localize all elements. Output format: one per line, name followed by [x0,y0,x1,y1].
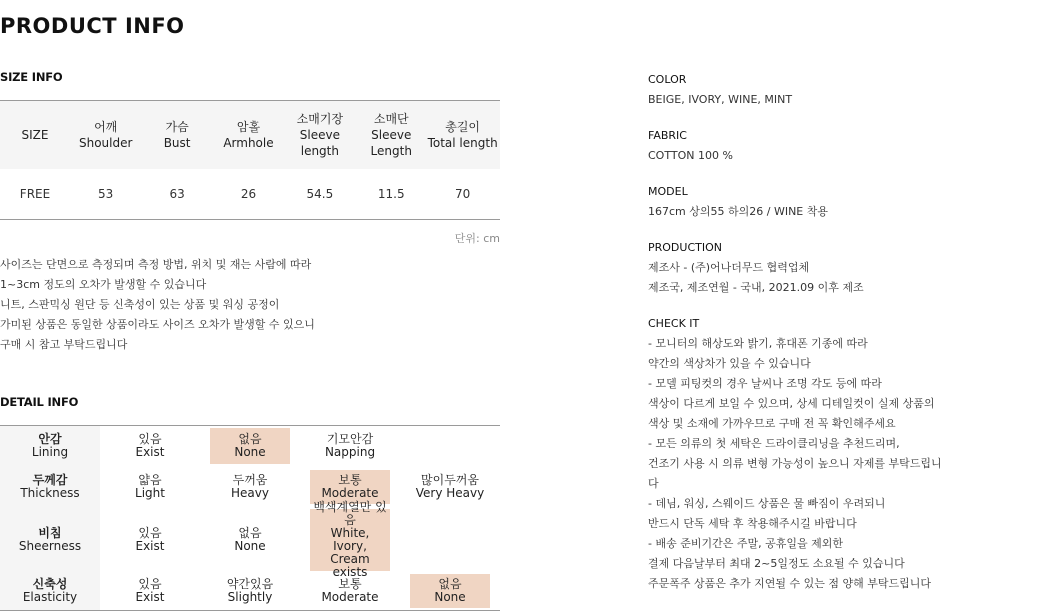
size-info-title: SIZE INFO [0,70,63,84]
fabric-heading: FABRIC [648,129,687,142]
header-ko: 총길이 [445,120,481,134]
option-slightly [200,572,300,610]
option-none [200,508,300,572]
total-length-header-cell [427,101,498,169]
check-it-line: 다 [648,477,659,490]
header-en: Armhole [223,136,274,150]
bust-value: 63 [169,187,185,201]
sheerness-row [0,500,500,579]
option-en: Moderate [321,590,379,604]
option-ko: 없음 [238,432,262,446]
option-en: Very Heavy [415,486,485,500]
row-label [0,466,100,508]
size-note-line: 니트, 스판믹싱 원단 등 신축성이 있는 상품 및 워싱 공정이 [0,298,280,311]
option-ko: 있음 [138,432,162,446]
row-label-en: Elasticity [22,590,78,604]
option-ko: 두꺼움 [232,473,268,487]
model-block [648,182,1008,222]
production-block [648,238,1008,298]
cuff-header-cell [356,101,427,169]
option-en: Slightly [227,590,273,604]
color-heading: COLOR [648,73,687,86]
size-notes [0,255,520,355]
option-ko: 없음 [238,526,262,540]
cuff-value: 11.5 [377,187,405,201]
option-ko: 있음 [138,526,162,540]
row-label [0,572,100,610]
size-header-cell [0,101,70,169]
armhole-value: 26 [240,187,257,201]
check-it-line: - 모든 의류의 첫 세탁은 드라이클리닝을 추천드리며, [648,437,900,450]
header-ko: 어깨 [94,120,118,134]
option-ko: 기모안감 [326,432,374,446]
check-it-line: 약간의 색상차가 있을 수 있습니다 [648,357,811,370]
row-label [0,508,100,572]
option-none-selected [400,572,500,610]
production-line: 제조국, 제조연월 - 국내, 2021.09 이후 제조 [648,281,864,294]
option-en: Light [135,486,165,500]
header-ko: 가슴 [165,120,189,134]
total-length-value: 70 [455,187,471,201]
check-it-heading: CHECK IT [648,317,700,330]
size-table-row [0,169,500,219]
header-en: Total length [427,136,498,150]
option-ko: 있음 [138,577,162,591]
option-moderate [300,572,400,610]
header-en: Sleeve length [299,128,340,158]
detail-table [0,425,500,611]
header-en: Shoulder [78,136,133,150]
option-en: White, Ivory, Cream exists [330,526,370,579]
detail-info-title: DETAIL INFO [0,395,79,409]
option-en: Heavy [231,486,269,500]
option-empty [400,426,500,466]
check-it-line: 결제 다음날부터 최대 2~5일정도 소요될 수 있습니다 [648,557,905,570]
option-napping [300,426,400,466]
size-value: FREE [19,187,51,201]
option-en: Napping [324,445,376,459]
row-label-en: Sheerness [18,539,82,553]
option-ko: 약간있음 [226,577,274,591]
option-ko: 백색계열만 있음 [313,500,387,527]
option-ko: 보통 [338,473,362,487]
color-value: BEIGE, IVORY, WINE, MINT [648,93,793,106]
option-ko: 없음 [438,577,462,591]
page-title: PRODUCT INFO [0,14,185,38]
fabric-block [648,126,1008,166]
option-ko: 많이두꺼움 [421,473,479,487]
option-exist [100,508,200,572]
option-en: Exist [135,445,165,459]
option-en: Exist [135,539,165,553]
option-ko: 보통 [338,577,362,591]
check-it-line: 색상이 다르게 보일 수 있으며, 상세 디테일컷이 실제 상품의 [648,397,935,410]
header-en: Bust [163,136,191,150]
option-empty [400,508,500,572]
option-white-only-selected [300,500,400,579]
model-value: 167cm 상의55 하의26 / WINE 착용 [648,205,828,218]
thickness-row [0,466,500,508]
size-note-line: 1~3cm 정도의 오차가 발생할 수 있습니다 [0,278,207,291]
sleeve-length-value: 54.5 [306,187,334,201]
check-it-block [648,314,1008,594]
elasticity-row [0,572,500,610]
option-exist [100,572,200,610]
size-note-line: 구매 시 참고 부탁드립니다 [0,338,128,351]
production-heading: PRODUCTION [648,241,722,254]
bust-header-cell [141,101,212,169]
check-it-line: 건조기 사용 시 의류 변형 가능성이 높으니 자제를 부탁드립니 [648,457,942,470]
check-it-line: - 데님, 워싱, 스웨이드 상품은 물 빠짐이 우려되니 [648,497,886,510]
option-none-selected [200,426,300,466]
row-label-ko: 두께감 [32,473,68,487]
check-it-line: - 모니터의 해상도와 밝기, 휴대폰 기종에 따라 [648,337,868,350]
product-details [648,70,1008,610]
size-note-line: 가미된 상품은 동일한 상품이라도 사이즈 오차가 발생할 수 있으니 [0,318,315,331]
option-heavy [200,466,300,508]
sleeve-length-header-cell [284,101,355,169]
header-ko: 소매단 [373,112,409,126]
option-light [100,466,200,508]
shoulder-header-cell [70,101,141,169]
option-very-heavy [400,466,500,508]
fabric-value: COTTON 100 % [648,149,733,162]
row-label-ko: 안감 [38,432,62,446]
production-line: 제조사 - (주)어나더무드 협력업체 [648,261,810,274]
check-it-line: 반드시 단독 세탁 후 착용해주시길 바랍니다 [648,517,857,530]
check-it-line: 주문폭주 상품은 추가 지연될 수 있는 점 양해 부탁드립니다 [648,577,931,590]
size-table [0,100,500,220]
option-en: Exist [135,590,165,604]
option-en: None [234,445,266,459]
option-en: Moderate [321,486,379,500]
check-it-line: 색상 및 소재에 가까우므로 구매 전 꼭 확인해주세요 [648,417,896,430]
option-en: None [434,590,466,604]
color-block [648,70,1008,110]
shoulder-value: 53 [98,187,114,201]
check-it-line: - 배송 준비기간은 주말, 공휴일을 제외한 [648,537,843,550]
size-table-header [0,101,500,169]
armhole-header-cell [213,101,284,169]
row-label [0,426,100,466]
row-label-ko: 신축성 [32,577,68,591]
unit-note: 단위: cm [454,232,500,245]
row-label-ko: 비침 [38,526,62,540]
lining-row [0,426,500,466]
header-ko: 암홀 [236,120,261,134]
header-ko: 소매기장 [296,112,344,126]
row-label-en: Thickness [20,486,80,500]
option-en: None [234,539,266,553]
check-it-line: - 모델 피팅컷의 경우 날씨나 조명 각도 등에 따라 [648,377,882,390]
option-exist [100,426,200,466]
header-en: Sleeve Length [370,128,412,158]
option-ko: 얇음 [138,473,162,487]
size-header-label: SIZE [21,128,49,142]
model-heading: MODEL [648,185,688,198]
row-label-en: Lining [31,445,69,459]
size-note-line: 사이즈는 단면으로 측정되며 측정 방법, 위치 및 재는 사람에 따라 [0,258,312,271]
